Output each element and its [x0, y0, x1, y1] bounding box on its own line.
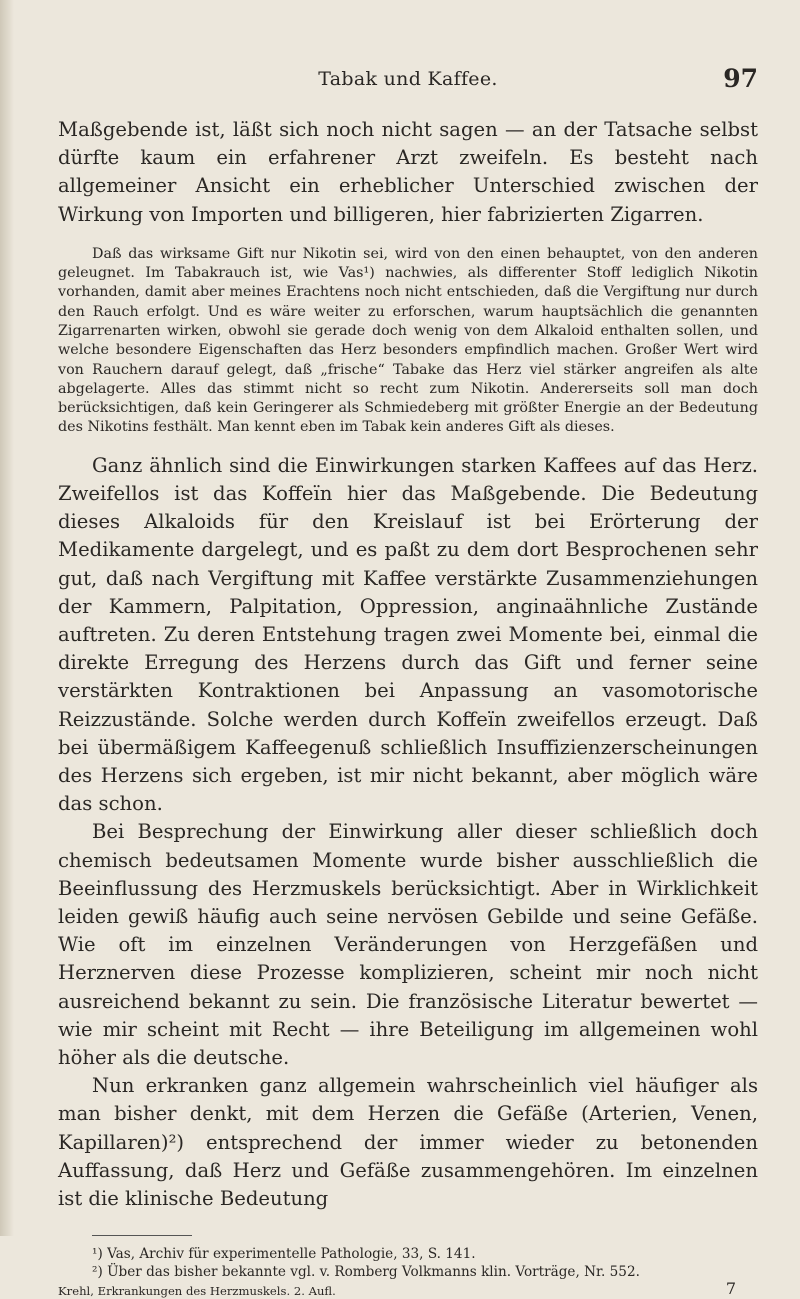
- small-print-paragraph: Daß das wirksame Gift nur Nikotin sei, wird von den einen behauptet, von den anderen geleugnet. Im Tabakrauch ist, wie Vas¹) nachwies, als differenter Stoff lediglich Nikotin vorhanden, damit aber meines Erachtens noch nicht entschieden, daß die Vergiftung nur durch den Rauch erfolgt. Und es wäre weiter zu erforschen, warum hauptsächlich die genannten Zigarrenarten wirken, obwohl sie gerade doch wenig von dem Alkaloid enthalten sollen, und welche besondere Eigenschaften das Herz besonders empfindlich machen. Großer Wert wird von Rauchern darauf gelegt, daß „frische“ Tabake das Herz viel stärker angreifen als alte abgelagerte. Alles das stimmt nicht so recht zum Nikotin. Andererseits soll man doch berücksichtigen, daß kein Geringerer als Schmiedeberg mit größter Energie an der Bedeutung des Nikotins festhält. Man kennt eben im Tabak kein anderes Gift als dieses.: [58, 245, 758, 436]
- paragraph-herzmuskel: Bei Besprechung der Einwirkung aller dieser schließlich doch chemisch bedeutsamen Momente wurde bisher ausschließlich die Beeinflussung des Herzmuskels berücksichtigt. Aber in Wirklichkeit leiden gewiß häufig auch seine nervösen Gebilde und seine Gefäße. Wie oft im einzelnen Veränderungen von Herzgefäßen und Herznerven diese Prozesse komplizieren, scheint mir noch nicht ausreichend bekannt zu sein. Die französische Literatur bewertet — wie mir scheint mit Recht — ihre Beteiligung im allgemeinen wohl höher als die deutsche.: [58, 820, 758, 1070]
- running-head: [58, 64, 758, 96]
- paragraph-continuation: Maßgebende ist, läßt sich noch nicht sagen — an der Tatsache selbst dürfte kaum ein erfahrener Arzt zweifeln. Es besteht nach allgemeiner Ansicht ein erheblicher Unterschied zwischen der Wirkung von Importen und billigeren, hier fabrizierten Zigarren.: [58, 118, 758, 226]
- imprint-text: Krehl, Erkrankungen des Herzmuskels. 2. Aufl.: [58, 1284, 336, 1299]
- imprint-footer: [58, 1279, 758, 1299]
- page-number: 97: [723, 64, 758, 93]
- sheet-signature: 7: [725, 1279, 736, 1299]
- footnote-1: ¹) Vas, Archiv für experimentelle Pathologie, 33, S. 141.: [92, 1246, 476, 1263]
- paragraph-gefaesse: Nun erkranken ganz allgemein wahrscheinlich viel häufiger als man bisher denkt, mit dem Herzen die Gefäße (Arterien, Venen, Kapillaren)²) entsprechend der immer wieder zu betonenden Auffassung, daß Herz und Gefäße zusammengehören. Im einzelnen ist die klinische Bedeutung: [58, 1074, 758, 1211]
- footnote-2: ²) Über das bisher bekannte vgl. v. Romberg Volkmanns klin. Vorträge, Nr. 552.: [92, 1263, 640, 1280]
- body-text: [58, 116, 758, 1299]
- running-head-title: Tabak und Kaffee.: [318, 68, 498, 90]
- paragraph-kaffee: Ganz ähnlich sind die Einwirkungen starken Kaffees auf das Herz. Zweifellos ist das Koffeïn hier das Maßgebende. Die Bedeutung dieses Alkaloids für den Kreislauf ist bei Erörterung der Medikamente dargelegt, und es paßt zu dem dort Besprochenen sehr gut, daß nach Vergiftung mit Kaffee verstärkte Zusammenziehungen der Kammern, Palpitation, Oppression, anginaähnliche Zustände auftreten. Zu deren Entstehung tragen zwei Momente bei, einmal die direkte Erregung des Herzens durch das Gift und ferner seine verstärkten Kontraktionen bei Anpassung an vasomotorische Reizzustände. Solche werden durch Koffeïn zweifellos erzeugt. Daß bei übermäßigem Kaffeegenuß schließlich Insuffizienzerscheinungen des Herzens sich ergeben, ist mir nicht bekannt, aber möglich wäre das schon.: [58, 453, 758, 816]
